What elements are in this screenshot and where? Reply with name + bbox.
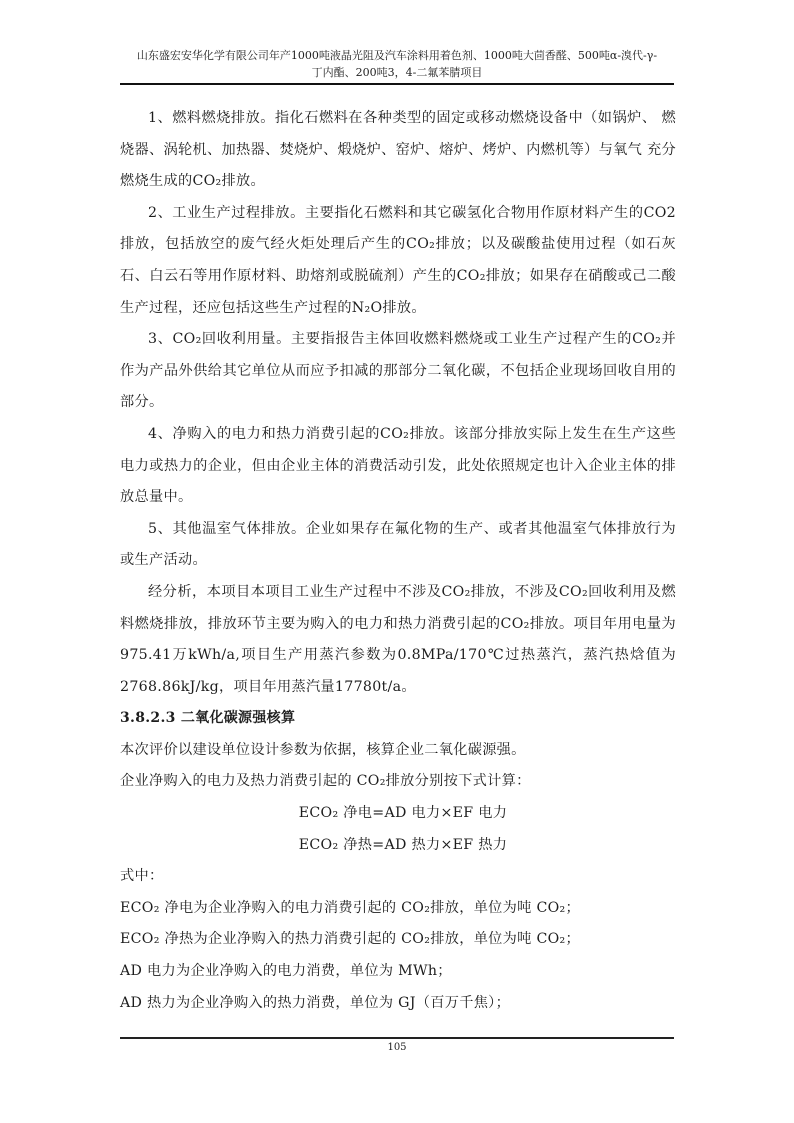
running-header: [110, 47, 684, 81]
definition-eco2-heat: ECO₂ 净热为企业净购入的热力消费引起的 CO₂排放，单位为吨 CO₂；: [120, 931, 581, 948]
definition-eco2-electricity: ECO₂ 净电为企业净购入的电力消费引起的 CO₂排放，单位为吨 CO₂；: [120, 899, 581, 916]
document-body: [120, 103, 676, 1019]
paragraph-other-ghg: 5、其他温室气体排放。企业如果存在氟化物的生产、或者其他温室气体排放行为或生产活动。: [120, 520, 676, 569]
where-label: 式中：: [120, 868, 164, 885]
page-number: 105: [387, 1042, 407, 1053]
formula-heat: ECO₂ 净热=AD 热力×EF 热力: [298, 836, 508, 853]
paragraph-fuel-combustion: 1、燃料燃烧排放。指化石燃料在各种类型的固定或移动燃烧设备中（如锅炉、 燃烧器、涡轮机、加热器、焚烧炉、煅烧炉、窑炉、熔炉、烤炉、内燃机等）与氧气 充分燃烧生成的CO₂排放。: [120, 110, 676, 190]
formula-electricity: ECO₂ 净电=AD 电力×EF 电力: [298, 805, 508, 822]
paragraph-co2-recovery: 3、CO₂回收利用量。主要指报告主体回收燃料燃烧或工业生产过程产生的CO₂并作为产品外供给其它单位从而应予扣减的那部分二氧化碳，不包括企业现场回收自用的部分。: [120, 331, 676, 411]
paragraph-analysis: 经分析，本项目本项目工业生产过程中不涉及CO₂排放，不涉及CO₂回收利用及燃料燃烧排放，排放环节主要为购入的电力和热力消费引起的CO₂排放。项目年用电量为975.41万kWh/a,项目生产用蒸汽参数为0.8MPa/170℃过热蒸汽，蒸汽热焓值为2768.86kJ/kg，项目年用蒸汽量17780t/a。: [120, 583, 676, 695]
section-heading: 3.8.2.3 二氧化碳源强核算: [120, 710, 296, 727]
paragraph-purchased-energy: 4、净购入的电力和热力消费引起的CO₂排放。该部分排放实际上发生在生产这些电力或热力的企业，但由企业主体的消费活动引发，此处依照规定也计入企业主体的排放总量中。: [120, 425, 676, 506]
paragraph-evaluation-basis: 本次评价以建设单位设计参数为依据，核算企业二氧化碳源强。: [120, 741, 526, 758]
header-line-2: 丁内酯、200吨3，4-二氟苯腈项目: [311, 66, 483, 79]
header-divider: [120, 83, 674, 85]
definition-ad-electricity: AD 电力为企业净购入的电力消费，单位为 MWh；: [120, 963, 452, 980]
paragraph-formula-intro: 企业净购入的电力及热力消费引起的 CO₂排放分别按下式计算：: [120, 773, 531, 790]
header-line-1: 山东盛宏安华化学有限公司年产1000吨液晶光阻及汽车涂料用着色剂、1000吨大茴香醛、500吨α-溴代-γ-: [136, 49, 658, 62]
definition-ad-heat: AD 热力为企业净购入的热力消费，单位为 GJ（百万千焦）；: [120, 994, 511, 1011]
paragraph-industrial-process: 2、工业生产过程排放。主要指化石燃料和其它碳氢化合物用作原材料产生的CO2 排放，包括放空的废气经火炬处理后产生的CO₂排放；以及碳酸盐使用过程（如石灰石、白云石等用作原材料、助熔剂或脱硫剂）产生的CO₂排放；如果存在硝酸或己二酸生产过程，还应包括这些生产过程的N₂O排放。: [120, 204, 676, 316]
footer-divider: [120, 1037, 674, 1039]
